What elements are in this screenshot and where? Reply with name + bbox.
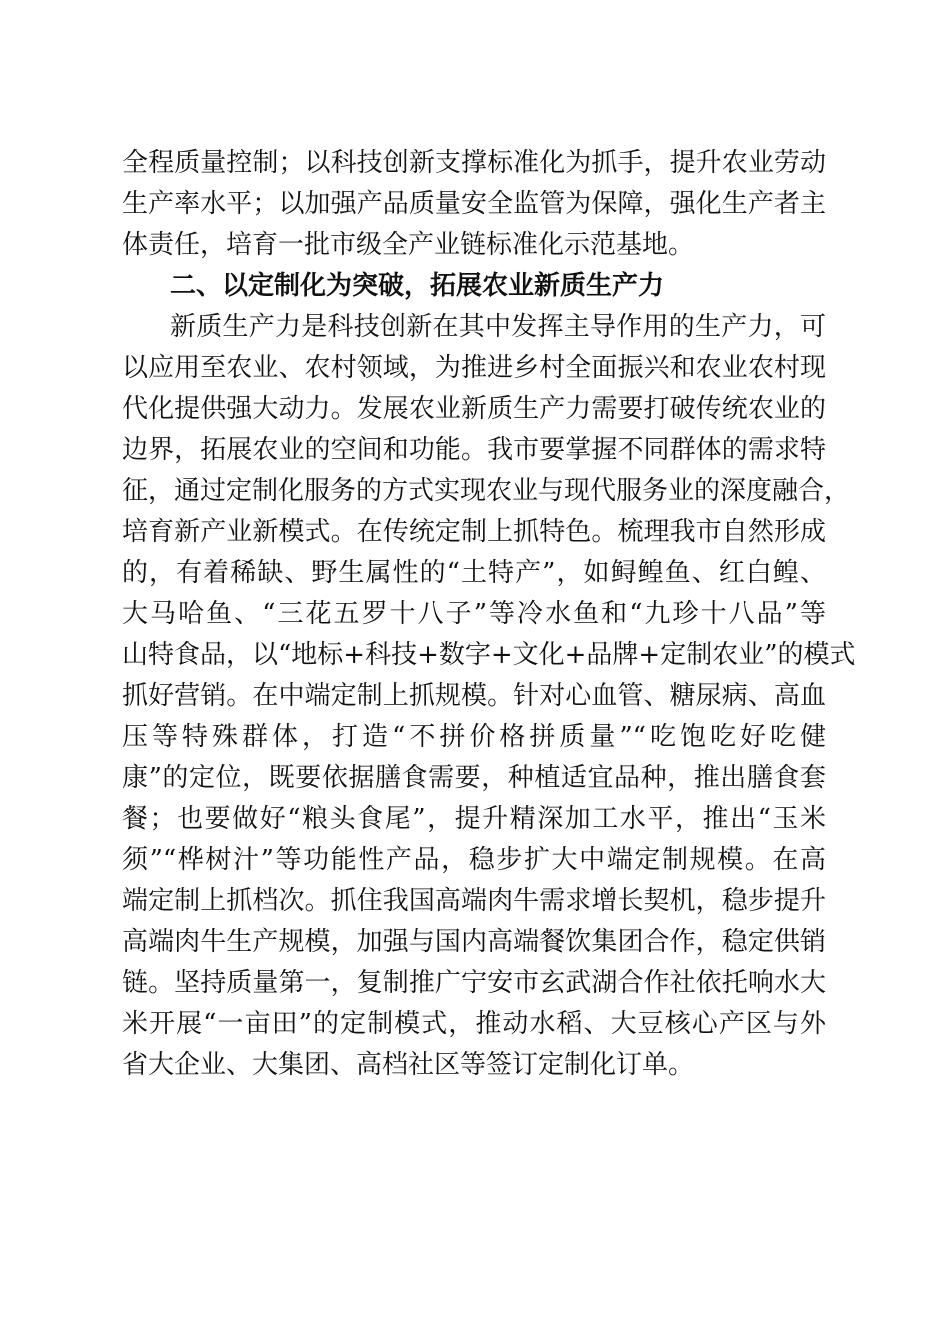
paragraph-line: 端定制上抓档次。抓住我国高端肉牛需求增长契机，稳步提升 (122, 886, 826, 916)
paragraph-line: 高端肉牛生产规模，加强与国内高端餐饮集团合作，稳定供销 (122, 927, 826, 957)
continuation-line: 全程质量控制；以科技创新支撑标准化为抓手，提升农业劳动 (122, 148, 826, 178)
continuation-line: 体责任，培育一批市级全产业链标准化示范基地。 (122, 230, 695, 260)
paragraph-line: 链。坚持质量第一，复制推广宁安市玄武湖合作社依托响水大 (122, 968, 826, 998)
paragraph-line: 压等特殊群体，打造“不拼价格拼质量”“吃饱吃好吃健 (122, 722, 826, 752)
paragraph-line: 新质生产力是科技创新在其中发挥主导作用的生产力，可 (170, 312, 826, 342)
continuation-line: 生产率水平；以加强产品质量安全监管为保障，强化生产者主 (122, 189, 826, 219)
paragraph-line: 须”“桦树汁”等功能性产品，稳步扩大中端定制规模。在高 (122, 845, 826, 875)
paragraph-line: 米开展“一亩田”的定制模式，推动水稻、大豆核心产区与外 (122, 1009, 826, 1039)
paragraph-line: 以应用至农业、农村领域，为推进乡村全面振兴和农业农村现 (122, 353, 826, 383)
paragraph-line: 餐；也要做好“粮头食尾”，提升精深加工水平，推出“玉米 (122, 804, 826, 834)
paragraph-line: 征，通过定制化服务的方式实现农业与现代服务业的深度融合， (122, 476, 851, 506)
section-heading: 二、以定制化为突破，拓展农业新质生产力 (170, 271, 665, 301)
paragraph-line: 康”的定位，既要依据膳食需要，种植适宜品种，推出膳食套 (122, 763, 826, 793)
paragraph-line: 边界，拓展农业的空间和功能。我市要掌握不同群体的需求特 (122, 435, 826, 465)
paragraph-line: 的，有着稀缺、野生属性的“土特产”，如鲟鳇鱼、红白鳇、 (122, 558, 826, 588)
paragraph-line: 代化提供强大动力。发展农业新质生产力需要打破传统农业的 (122, 394, 826, 424)
paragraph-line: 抓好营销。在中端定制上抓规模。针对心血管、糖尿病、高血 (122, 681, 826, 711)
document-body (122, 143, 856, 1086)
paragraph-line: 大马哈鱼、“三花五罗十八子”等冷水鱼和“九珍十八品”等 (122, 599, 826, 629)
paragraph-line: 省大企业、大集团、高档社区等签订定制化订单。 (122, 1050, 695, 1080)
paragraph-line: 山特食品，以“地标+科技+数字+文化+品牌+定制农业”的模式 (122, 640, 856, 670)
paragraph-line: 培育新产业新模式。在传统定制上抓特色。梳理我市自然形成 (122, 517, 826, 547)
